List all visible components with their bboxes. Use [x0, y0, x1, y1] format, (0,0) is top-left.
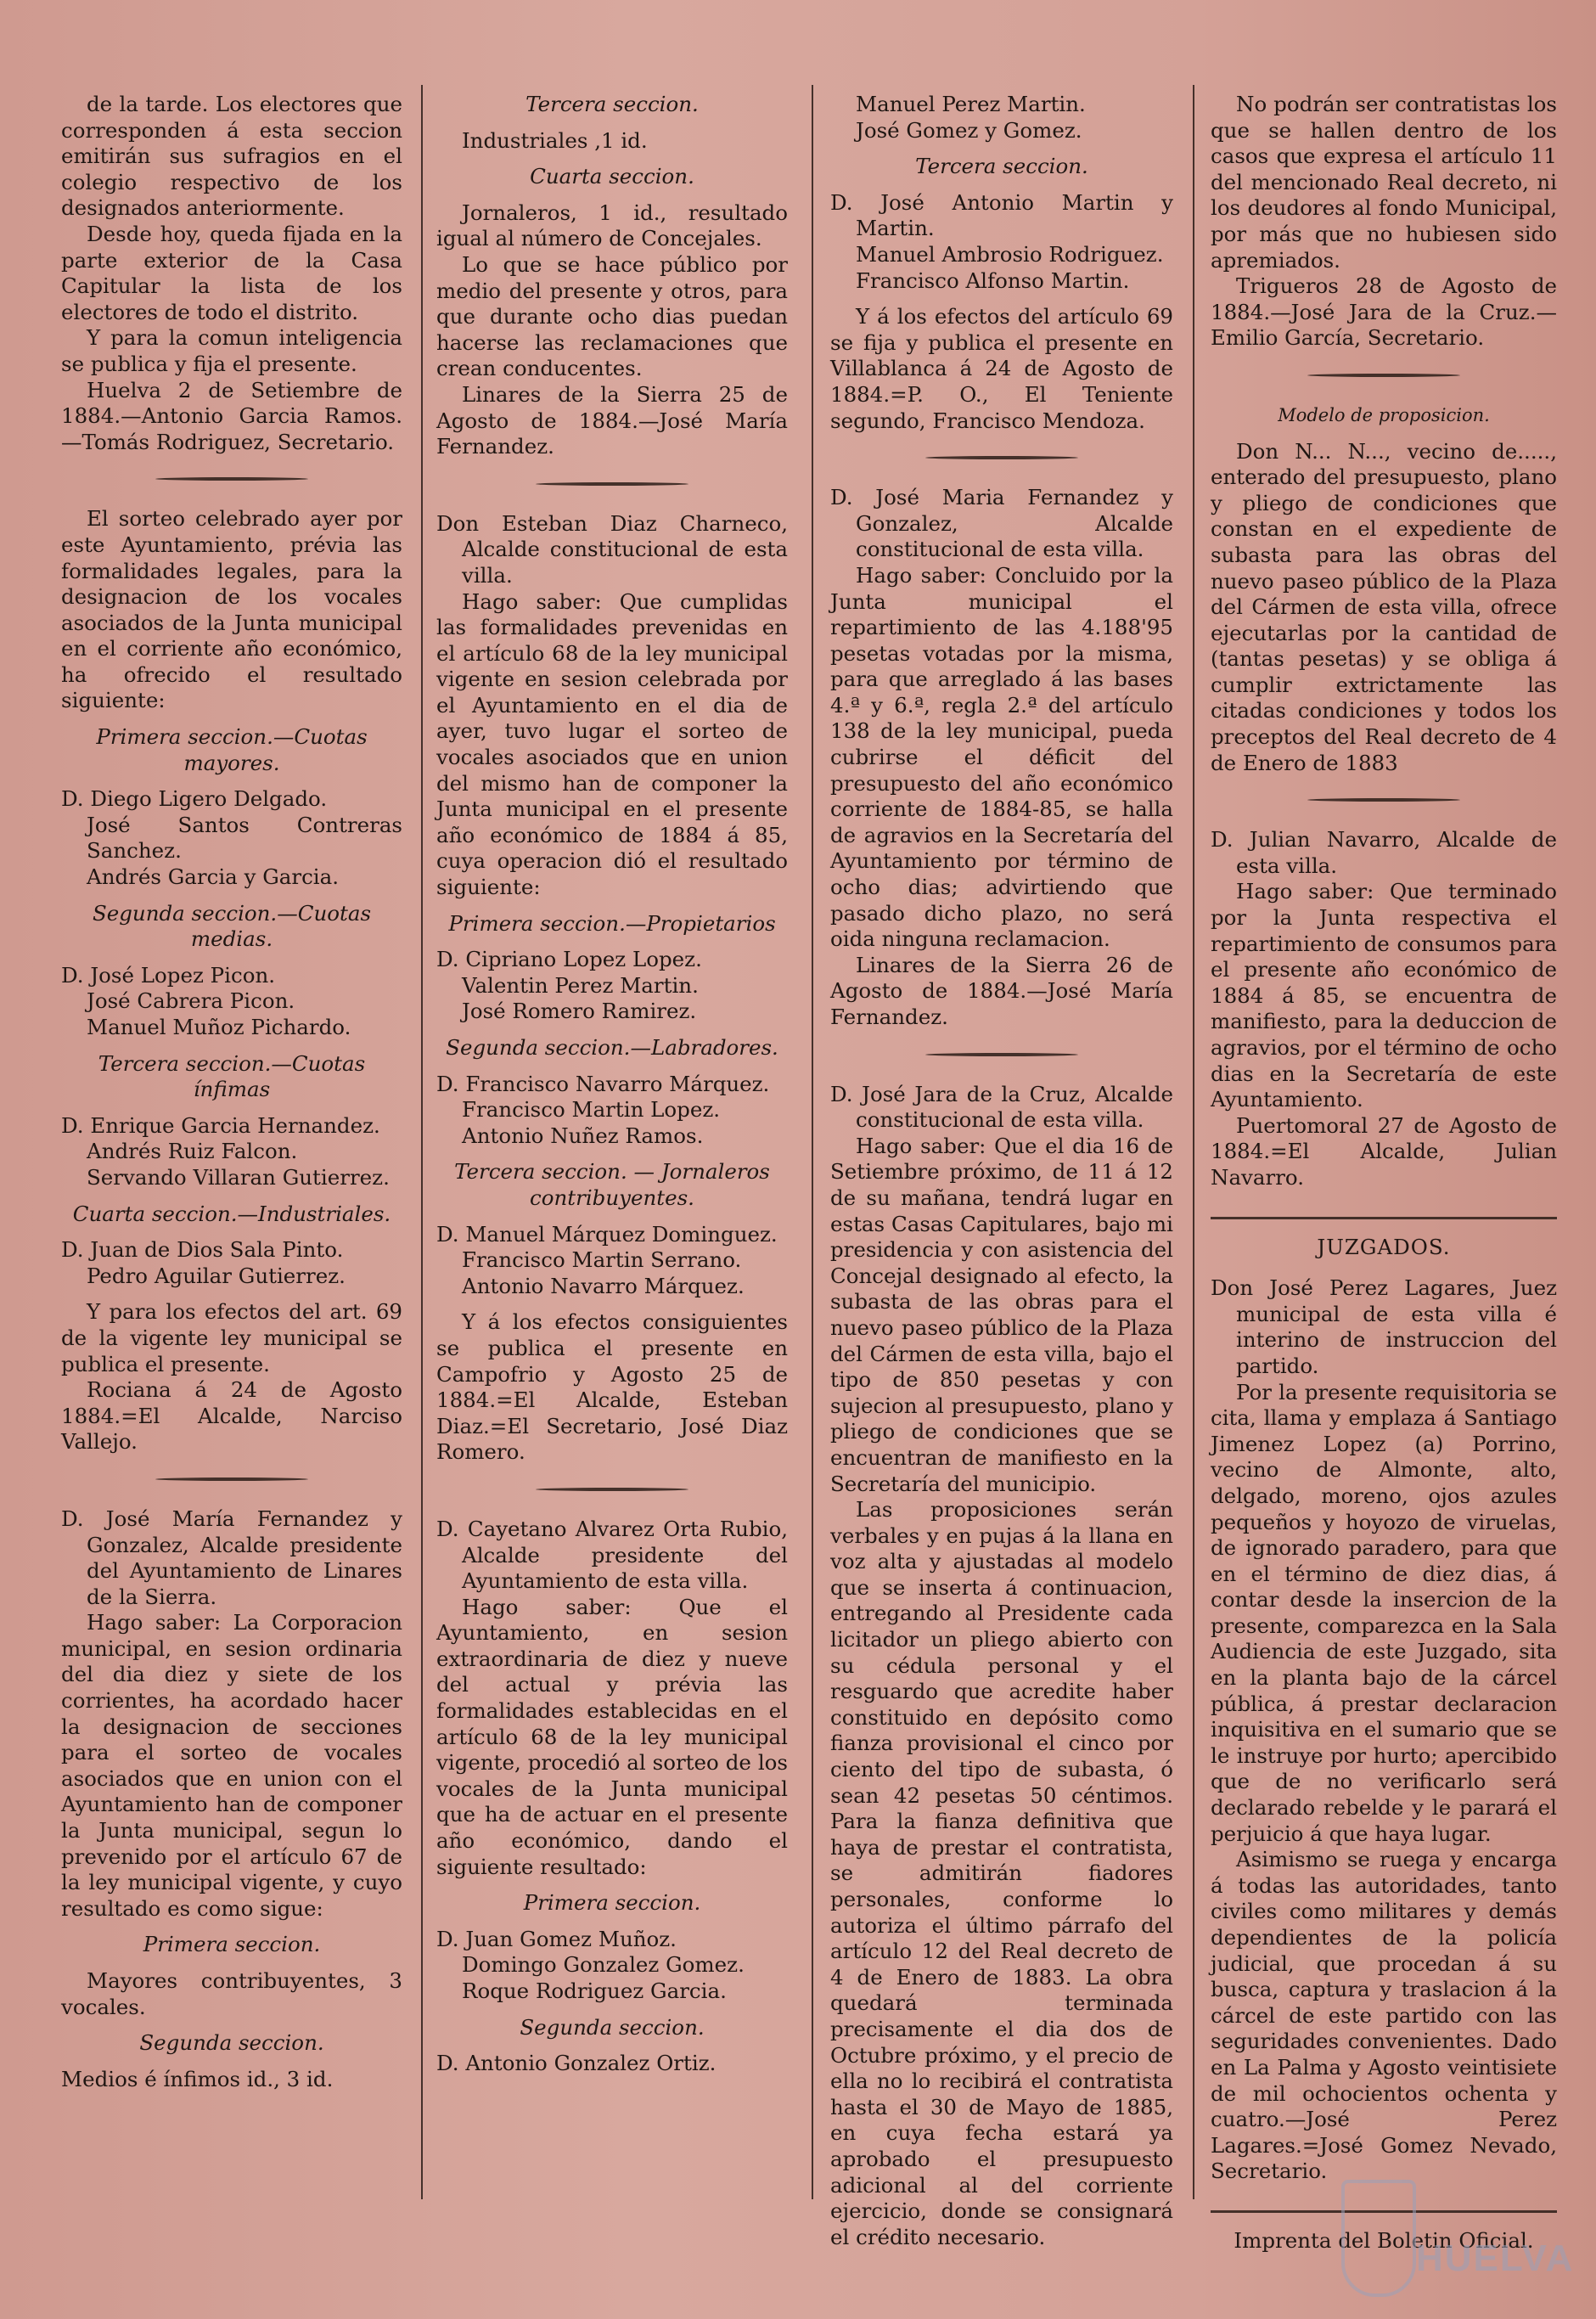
name-line: José Cabrera Picon. [87, 988, 295, 1014]
paragraph: Don José Perez Lagares, Juez municipal de esta villa é interino de instruccion del partido. [1211, 1275, 1557, 1378]
paragraph: Linares de la Sierra 25 de Agosto de 1884.—José María Fernandez. [436, 381, 788, 459]
name-line: José Romero Ramirez. [462, 999, 697, 1024]
section-heading: Primera seccion.—Cuotas mayores. [96, 724, 368, 775]
printer-imprint: Imprenta del Boletin Oficial. [1234, 2227, 1534, 2253]
name-line: José Gomez y Gomez. [856, 117, 1082, 143]
section-heading: Segunda seccion. [139, 2030, 324, 2056]
paragraph: Industriales ,1 id. [462, 127, 648, 153]
paragraph: Rociana á 24 de Agosto 1884.=El Alcalde, Narciso Vallejo. [61, 1377, 402, 1455]
paragraph: Por la presente requisitoria se cita, llama y emplaza á Santiago Jimenez Lopez (a) Porrino, vecino de Almonte, alto, delgado, moreno, ojos azules pequeños y hoyozo de viruelas, de ignorado paradero, para que en el término de diez dias, á contar desde la insercion de la presente, comparezca en la Sala Audiencia de este Juzgado, sita en la planta bajo de la cárcel pública, á prestar declaracion inquisitiva en el sumario que se le instruye por hurto; apercibido que de no verificarlo será declarado rebelde y le parará el perjuicio á que haya lugar. [1211, 1379, 1557, 1846]
paragraph: Desde hoy, queda fijada en la parte exterior de la Casa Capitular la lista de los electores de todo el distrito. [61, 221, 402, 324]
section-heading: Modelo de proposicion. [1278, 404, 1490, 425]
name-line: Manuel Perez Martin. [856, 92, 1086, 116]
name-line: D. Juan Gomez Muñoz. [436, 1926, 677, 1951]
watermark-text: HUELVA [1416, 2237, 1575, 2279]
coat-of-arms-icon [1341, 2180, 1416, 2297]
paragraph: Linares de la Sierra 26 de Agosto de 1884.—José María Fernandez. [830, 952, 1173, 1029]
separator-ornament [536, 482, 688, 486]
name-line: Domingo Gonzalez Gomez. [462, 1952, 745, 1978]
paragraph: Jornaleros, 1 id., resultado igual al número de Concejales. [436, 200, 788, 251]
paragraph: Hago saber: Concluido por la Junta municipal el repartimiento de las 4.188'95 pesetas votadas por la misma, para que arreglado á las bases 4.ª y 6.ª, regla 2.ª del artículo 138 de la ley municipal, pueda cubrirse el déficit del presupuesto del año económico corriente de 1884-85, se halla de agravios en la Secretaría del Ayuntamiento por término de ocho dias; advirtiendo que pasado dicho plazo, no será oida ninguna reclamacion. [830, 562, 1173, 952]
separator-ornament [536, 1488, 688, 1491]
name-line: Roque Rodriguez Garcia. [462, 1978, 727, 2003]
paragraph: Asimismo se ruega y encarga á todas las autoridades, tanto civiles como militares y demás dependientes de la policía judicial, que procedan á su busca, captura y traslacion á la cárcel de este partido con las seguridades convenientes. Dado en La Palma y Agosto veintisiete de mil ochocientos ochenta y cuatro.—José Perez Lagares.=José Gomez Nevado, Secretario. [1211, 1847, 1557, 2184]
section-heading: Primera seccion.—Propietarios [448, 910, 776, 936]
section-heading: Tercera seccion.—Cuotas ínfimas [98, 1050, 366, 1102]
name-line: Antonio Navarro Márquez. [462, 1273, 745, 1298]
paragraph: Hago saber: Que el dia 16 de Setiembre próximo, de 11 á 12 de su mañana, tendrá lugar en estas Casas Capitulares, bajo mi presidencia y con asistencia del Concejal designado al efecto, la subasta de las obras para el nuevo paseo público de la Plaza del Cármen de esta villa, bajo el tipo de 850 pesetas y con sujecion al presupuesto, plano y pliego de condiciones que se encuentran de manifiesto en la Secretaría del municipio. [830, 1133, 1173, 1496]
section-heading: Tercera seccion. [915, 154, 1088, 179]
name-line: Manuel Ambrosio Rodriguez. [856, 241, 1164, 267]
paragraph: Lo que se hace público por medio del presente y otros, para que durante ocho dias puedan hacerse las reclamaciones que crean conducentes. [436, 251, 788, 381]
name-line: D. José Lopez Picon. [61, 962, 276, 988]
name-line: D. Diego Ligero Delgado. [61, 786, 328, 812]
paragraph: Las proposiciones serán verbales y en pujas á la llana en voz alta y ajustadas al modelo que se inserta á continuacion, entregando al Presidente cada licitador un pliego abierto con su cédula personal y el resguardo que acredite haber constituido en depósito como fianza provisional el cinco por ciento del tipo de subasta, ó sean 42 pesetas 50 céntimos. Para la fianza definitiva que haya de prestar el contratista, se admitirán fiadores personales, conforme lo autoriza el último párrafo del artículo 12 del Real decreto de 4 de Enero de 1883. La obra quedará terminada precisamente el dia dos de Octubre próximo, y el precio de ella no lo recibirá el contratista hasta el 30 de Mayo de 1885, en cuya fecha estará ya aprobado el presupuesto adicional al del corriente ejercicio, donde se consignará el crédito necesario. [830, 1497, 1173, 2249]
name-line: Andrés Garcia y Garcia. [87, 864, 340, 890]
name-line: D. Manuel Márquez Dominguez. [436, 1221, 778, 1247]
name-line: Francisco Martin Serrano. [462, 1247, 742, 1273]
name-line: Andrés Ruiz Falcon. [87, 1139, 298, 1164]
name-line: D. José Antonio Martin y Martin. [830, 189, 1173, 241]
name-line: Francisco Martin Lopez. [462, 1097, 721, 1123]
paragraph: Y á los efectos consiguientes se publica el presente en Campofrio y Agosto 25 de 1884.=El Alcalde, Esteban Diaz.=El Secretario, José Diaz Romero. [436, 1309, 788, 1465]
section-heading: Cuarta seccion.—Industriales. [72, 1201, 391, 1226]
column-3 [830, 92, 1173, 2249]
paragraph: Y para los efectos del art. 69 de la vigente ley municipal se publica el presente. [61, 1299, 402, 1376]
section-heading: Primera seccion. [523, 1890, 701, 1916]
section-heading: Segunda seccion.—Labradores. [446, 1035, 778, 1060]
paragraph: Y para la comun inteligencia se publica y fija el presente. [61, 325, 402, 376]
name-line: Valentin Perez Martin. [462, 972, 699, 998]
name-line: Antonio Nuñez Ramos. [462, 1123, 704, 1148]
separator-ornament [925, 1053, 1078, 1056]
name-line: Manuel Muñoz Pichardo. [87, 1015, 351, 1039]
section-heading: Primera seccion. [143, 1932, 321, 1957]
paragraph: D. José María Fernandez y Gonzalez, Alcalde presidente del Ayuntamiento de Linares de la Sierra. [61, 1506, 402, 1609]
column-4 [1211, 92, 1557, 2253]
section-heading: Tercera seccion. [525, 92, 699, 116]
paragraph: D. José Jara de la Cruz, Alcalde constitucional de esta villa. [830, 1081, 1173, 1133]
separator-ornament [925, 456, 1078, 459]
paragraph: Don N... N..., vecino de....., enterado del presupuesto, plano y pliego de condiciones que constan en el expediente de subasta para las obras del nuevo paseo público de la Plaza del Cármen de esta villa, ofrece ejecutarlas por la cantidad de (tantas pesetas) y se obliga á cumplir extrictamente las citadas condiciones y todos los preceptos del Real decreto de 4 de Enero de 1883 [1211, 438, 1557, 775]
paragraph: Hago saber: Que cumplidas las formalidades prevenidas en el artículo 68 de la ley municipal vigente en sesion celebrada por el Ayuntamiento en el dia de ayer, tuvo lugar el sorteo de vocales asociados que en union del mismo han de componer la Junta municipal en el presente año económico de 1884 á 85, cuya operacion dió el resultado siguiente: [436, 588, 788, 900]
name-line: D. Juan de Dios Sala Pinto. [61, 1237, 344, 1263]
name-line: D. Enrique Garcia Hernandez. [61, 1112, 380, 1138]
section-heading: Cuarta seccion. [530, 164, 694, 189]
name-line: D. Francisco Navarro Márquez. [436, 1071, 770, 1096]
paragraph: D. Cayetano Alvarez Orta Rubio, Alcalde presidente del Ayuntamiento de esta villa. [436, 1516, 788, 1594]
section-heading: Segunda seccion.—Cuotas medias. [92, 900, 372, 952]
name-line: Servando Villaran Gutierrez. [87, 1164, 390, 1190]
paragraph: Hago saber: Que el Ayuntamiento, en sesion extraordinaria de diez y nueve del actual y prévia las formalidades establecidas en el artículo 68 de la ley municipal vigente, procedió al sorteo de los vocales de la Junta municipal que ha de actuar en el presente año económico, dando el siguiente resultado: [436, 1594, 788, 1879]
paragraph: Hago saber: Que terminado por la Junta respectiva el repartimiento de consumos para el presente año económico de 1884 á 85, se encuentra de manifiesto, para la deduccion de agravios, por el término de ocho dias en la Secretaría de este Ayuntamiento. [1211, 879, 1557, 1112]
paragraph: Trigueros 28 de Agosto de 1884.—José Jara de la Cruz.—Emilio García, Secretario. [1211, 273, 1557, 351]
name-line: Francisco Alfonso Martin. [856, 267, 1130, 293]
paragraph: Hago saber: La Corporacion municipal, en sesion ordinaria del dia diez y siete de los corrientes, ha acordado hacer la designacion de secciones para el sorteo de vocales asociados que en union con el Ayuntamiento han de componer la Junta municipal, segun lo prevenido por el artículo 67 de la ley municipal vigente, y cuyo resultado es como sigue: [61, 1610, 402, 1921]
name-line: D. Antonio Gonzalez Ortiz. [436, 2051, 717, 2076]
paragraph: No podrán ser contratistas los que se hallen dentro de los casos que expresa el artículo 11 del mencionado Real decreto, ni los deudores al fondo Municipal, por más que no hubiesen sido apremiados. [1211, 92, 1557, 273]
paragraph: Medios é ínfimos id., 3 id. [61, 2066, 334, 2091]
paragraph: Don Esteban Diaz Charneco, Alcalde constitucional de esta villa. [436, 510, 788, 588]
section-title: JUZGADOS. [1317, 1234, 1451, 1259]
paragraph: D. Julian Navarro, Alcalde de esta villa. [1211, 827, 1557, 878]
column-rule-3 [1193, 85, 1194, 2199]
separator-ornament [155, 1478, 308, 1481]
name-line: D. Cipriano Lopez Lopez. [436, 947, 702, 972]
column-1 [61, 92, 402, 2217]
separator-ornament [155, 477, 308, 481]
name-line: José Santos Contreras Sanchez. [87, 812, 402, 864]
paragraph: de la tarde. Los electores que corresponden á esta seccion emitirán sus sufragios en el colegio respectivo de los designados anteriormente. [61, 92, 402, 221]
library-watermark [1324, 2163, 1579, 2307]
paragraph: Huelva 2 de Setiembre de 1884.—Antonio Garcia Ramos.—Tomás Rodriguez, Secretario. [61, 377, 402, 454]
paragraph: Puertomoral 27 de Agosto de 1884.=El Alcalde, Julian Navarro. [1211, 1112, 1557, 1190]
column-rule-1 [421, 85, 423, 2199]
paragraph: D. José Maria Fernandez y Gonzalez, Alcalde constitucional de esta villa. [830, 485, 1173, 562]
paragraph: Y á los efectos del artículo 69 se fija y publica el presente en Villablanca á 24 de Agosto de 1884.=P. O., El Teniente segundo, Francisco Mendoza. [830, 304, 1173, 433]
section-heading: Segunda seccion. [520, 2014, 705, 2040]
name-line: Pedro Aguilar Gutierrez. [87, 1263, 346, 1288]
separator-ornament [1307, 374, 1460, 377]
column-2 [436, 92, 788, 2217]
section-heading: Tercera seccion. — Jornaleros contribuyentes. [454, 1159, 770, 1210]
paragraph: El sorteo celebrado ayer por este Ayuntamiento, prévia las formalidades legales, para la designacion de los vocales asociados de la Junta municipal en el corriente año económico, ha ofrecido el resultado siguiente: [61, 506, 402, 713]
paragraph: Mayores contribuyentes, 3 vocales. [61, 1968, 402, 2019]
section-rule [1211, 1217, 1557, 1219]
column-rule-2 [812, 85, 813, 2199]
separator-ornament [1307, 798, 1460, 802]
